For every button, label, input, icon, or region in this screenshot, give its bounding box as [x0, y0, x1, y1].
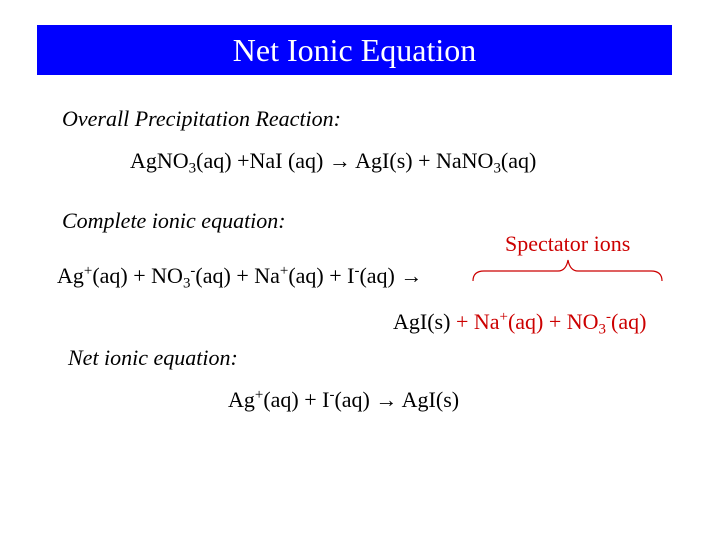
spectator-ions-label: Spectator ions: [505, 231, 631, 256]
spectator-ions: [450, 308, 647, 338]
overall-eq-subscript: 3: [493, 160, 501, 177]
net-eq-part: (aq) → AgI(s): [334, 387, 460, 412]
complete-label: Complete ionic equation:: [62, 208, 286, 233]
net-eq-superscript: -: [329, 386, 335, 403]
complete-eq-superscript: +: [279, 262, 289, 279]
net-equation: [228, 386, 460, 412]
complete-eq-superscript: -: [190, 262, 196, 279]
overall-equation: [130, 148, 537, 177]
complete-eq-superscript: -: [354, 262, 360, 279]
complete-eq-part: (aq) + Na: [195, 263, 280, 288]
overall-eq-subscript: 3: [188, 160, 197, 177]
spectator-superscript: -: [606, 308, 612, 325]
spectator-part: (aq): [611, 309, 647, 334]
spectator-superscript: +: [499, 308, 508, 325]
spectator-part: + Na: [450, 309, 500, 334]
complete-eq-part: (aq) + I: [288, 263, 355, 288]
spectator-brace: [470, 255, 665, 285]
overall-eq-part: NO: [461, 148, 494, 173]
overall-label: Overall Precipitation Reaction:: [62, 106, 341, 131]
complete-equation-line1: [57, 262, 423, 292]
complete-eq-subscript: 3: [182, 275, 191, 292]
page-title: Net Ionic Equation: [232, 32, 477, 68]
complete-eq-part: AgI(s): [393, 309, 451, 334]
complete-equation-line2: [393, 308, 647, 338]
net-eq-part: Ag: [228, 387, 255, 412]
overall-eq-part: NO: [156, 148, 189, 173]
net-eq-part: (aq) + I: [263, 387, 330, 412]
complete-eq-part: (aq) + NO: [92, 263, 183, 288]
spectator-part: (aq) + NO: [507, 309, 599, 334]
complete-eq-part: (aq) →: [359, 263, 423, 288]
complete-eq-superscript: +: [83, 262, 93, 279]
net-eq-superscript: +: [254, 386, 264, 403]
overall-eq-part: (aq) +NaI (aq) → AgI(s) + Na: [196, 148, 462, 173]
complete-eq-part: Ag: [57, 263, 84, 288]
net-label: Net ionic equation:: [68, 345, 238, 370]
overall-eq-part: Ag: [130, 148, 157, 173]
spectator-subscript: 3: [598, 321, 607, 338]
overall-eq-part: (aq): [500, 148, 537, 173]
title-bar: [37, 25, 672, 75]
